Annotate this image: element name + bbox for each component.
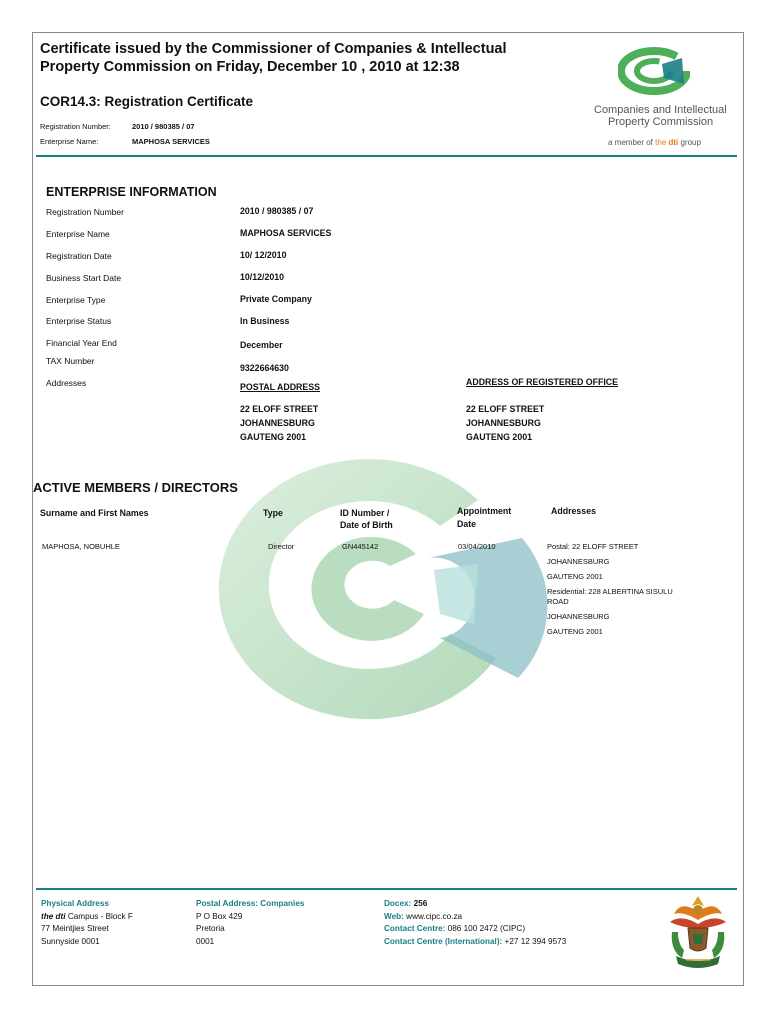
field-value: 2010 / 980385 / 07 [240,206,314,216]
contact-centre-intl-value: +27 12 394 9573 [502,936,567,946]
footer-contact [384,898,566,948]
field-value: 9322664630 [240,363,289,373]
column-header-addresses: Addresses [551,506,596,516]
member-address-line: JOHANNESBURG [547,612,610,621]
postal-address-line: JOHANNESBURG [240,418,315,428]
member-address-line: JOHANNESBURG [547,557,610,566]
contact-centre-intl-line [384,936,566,949]
enterprise-name-value: MAPHOSA SERVICES [132,137,210,146]
docex-value: 256 [411,899,428,908]
cipc-logo-icon [618,46,690,96]
web-line [384,911,566,924]
enterprise-info-heading: ENTERPRISE INFORMATION [46,185,217,199]
postal-address-heading: POSTAL ADDRESS [240,382,320,392]
member-address-line: Residential: 228 ALBERTINA SISULU [547,587,673,596]
field-value: 10/ 12/2010 [240,250,287,260]
field-value: MAPHOSA SERVICES [240,228,332,238]
field-value: Private Company [240,294,312,304]
field-label: Business Start Date [46,273,122,283]
member-address-line: GAUTENG 2001 [547,572,603,581]
field-label: Enterprise Type [46,295,106,305]
registered-office-heading: ADDRESS OF REGISTERED OFFICE [466,377,619,387]
logo-member-dti: dti [668,138,679,147]
registered-office-line: GAUTENG 2001 [466,432,532,442]
postal-footer-line2: Pretoria [196,924,225,933]
member-address-line: ROAD [547,597,569,606]
certificate-code: COR14.3: Registration Certificate [40,94,254,109]
column-header-id-line2: Date of Birth [340,520,393,530]
field-value: 10/12/2010 [240,272,285,282]
member-id: GN445142 [342,542,379,551]
contact-centre-label: Contact Centre: [384,924,446,933]
member-address-line: Postal: 22 ELOFF STREET [547,542,639,551]
header-divider [36,155,737,157]
registered-office-line: 22 ELOFF STREET [466,404,545,414]
docex-label: Docex: [384,899,412,908]
column-header-appointment-line1: Appointment [457,506,512,516]
logo-text-line2: Property Commission [608,116,714,128]
field-label: Registration Number [46,207,124,217]
column-header-type: Type [263,508,283,518]
logo-member-the: the [655,138,669,147]
footer-postal-address [196,898,304,948]
postal-address-line: GAUTENG 2001 [240,432,306,442]
enterprise-name-label: Enterprise Name: [40,137,99,146]
field-label: TAX Number [46,356,95,366]
registered-office-line: JOHANNESBURG [466,418,541,428]
postal-address-line: 22 ELOFF STREET [240,404,319,414]
field-label: Addresses [46,378,87,388]
logo-member-text [608,138,701,147]
member-type: Director [268,542,295,551]
physical-address-line3: Sunnyside 0001 [41,936,100,946]
footer-physical-address [41,898,133,948]
physical-address-line2: 77 Meintjies Street [41,924,109,933]
certificate-title-line2: Property Commission on Friday, December 10 , 2010 at 12:38 [40,59,460,75]
contact-centre-value: 086 100 2472 (CIPC) [445,924,526,933]
field-value: December [240,340,283,350]
members-heading: ACTIVE MEMBERS / DIRECTORS [33,480,238,495]
logo-member-prefix: a member of [608,138,656,147]
contact-centre-intl-label: Contact Centre (International): [384,936,503,946]
field-value: In Business [240,316,290,326]
member-address-line: GAUTENG 2001 [547,627,603,636]
web-value[interactable]: www.cipc.co.za [403,911,463,921]
certificate-title-line1: Certificate issued by the Commissioner of Companies & Intellectual [40,41,507,57]
contact-centre-line [384,923,566,936]
physical-address-line1 [41,911,133,924]
member-appointment-date: 03/04/2010 [458,542,496,551]
field-label: Financial Year End [46,338,117,348]
field-label: Registration Date [46,251,112,261]
physical-address-heading: Physical Address [41,899,109,908]
web-label: Web: [384,911,404,921]
column-header-name: Surname and First Names [40,508,149,518]
docex-line [384,898,566,911]
logo-member-suffix: group [678,138,701,147]
physical-address-campus: Campus - Block F [65,911,133,921]
member-name: MAPHOSA, NOBUHLE [42,542,120,551]
footer-divider [36,888,737,890]
postal-footer-line3: 0001 [196,936,215,946]
postal-address-footer-heading: Postal Address: Companies [196,899,305,908]
coat-of-arms-icon [660,892,736,974]
postal-footer-line1: P O Box 429 [196,911,243,921]
column-header-appointment-line2: Date [457,519,477,529]
field-label: Enterprise Status [46,316,112,326]
column-header-id-line1: ID Number / [340,508,390,518]
physical-address-dti: the dti [41,911,66,921]
reg-number-value: 2010 / 980385 / 07 [132,122,195,131]
logo-text-line1: Companies and Intellectual [594,104,727,116]
field-label: Enterprise Name [46,229,110,239]
reg-number-label: Registration Number: [40,122,111,131]
